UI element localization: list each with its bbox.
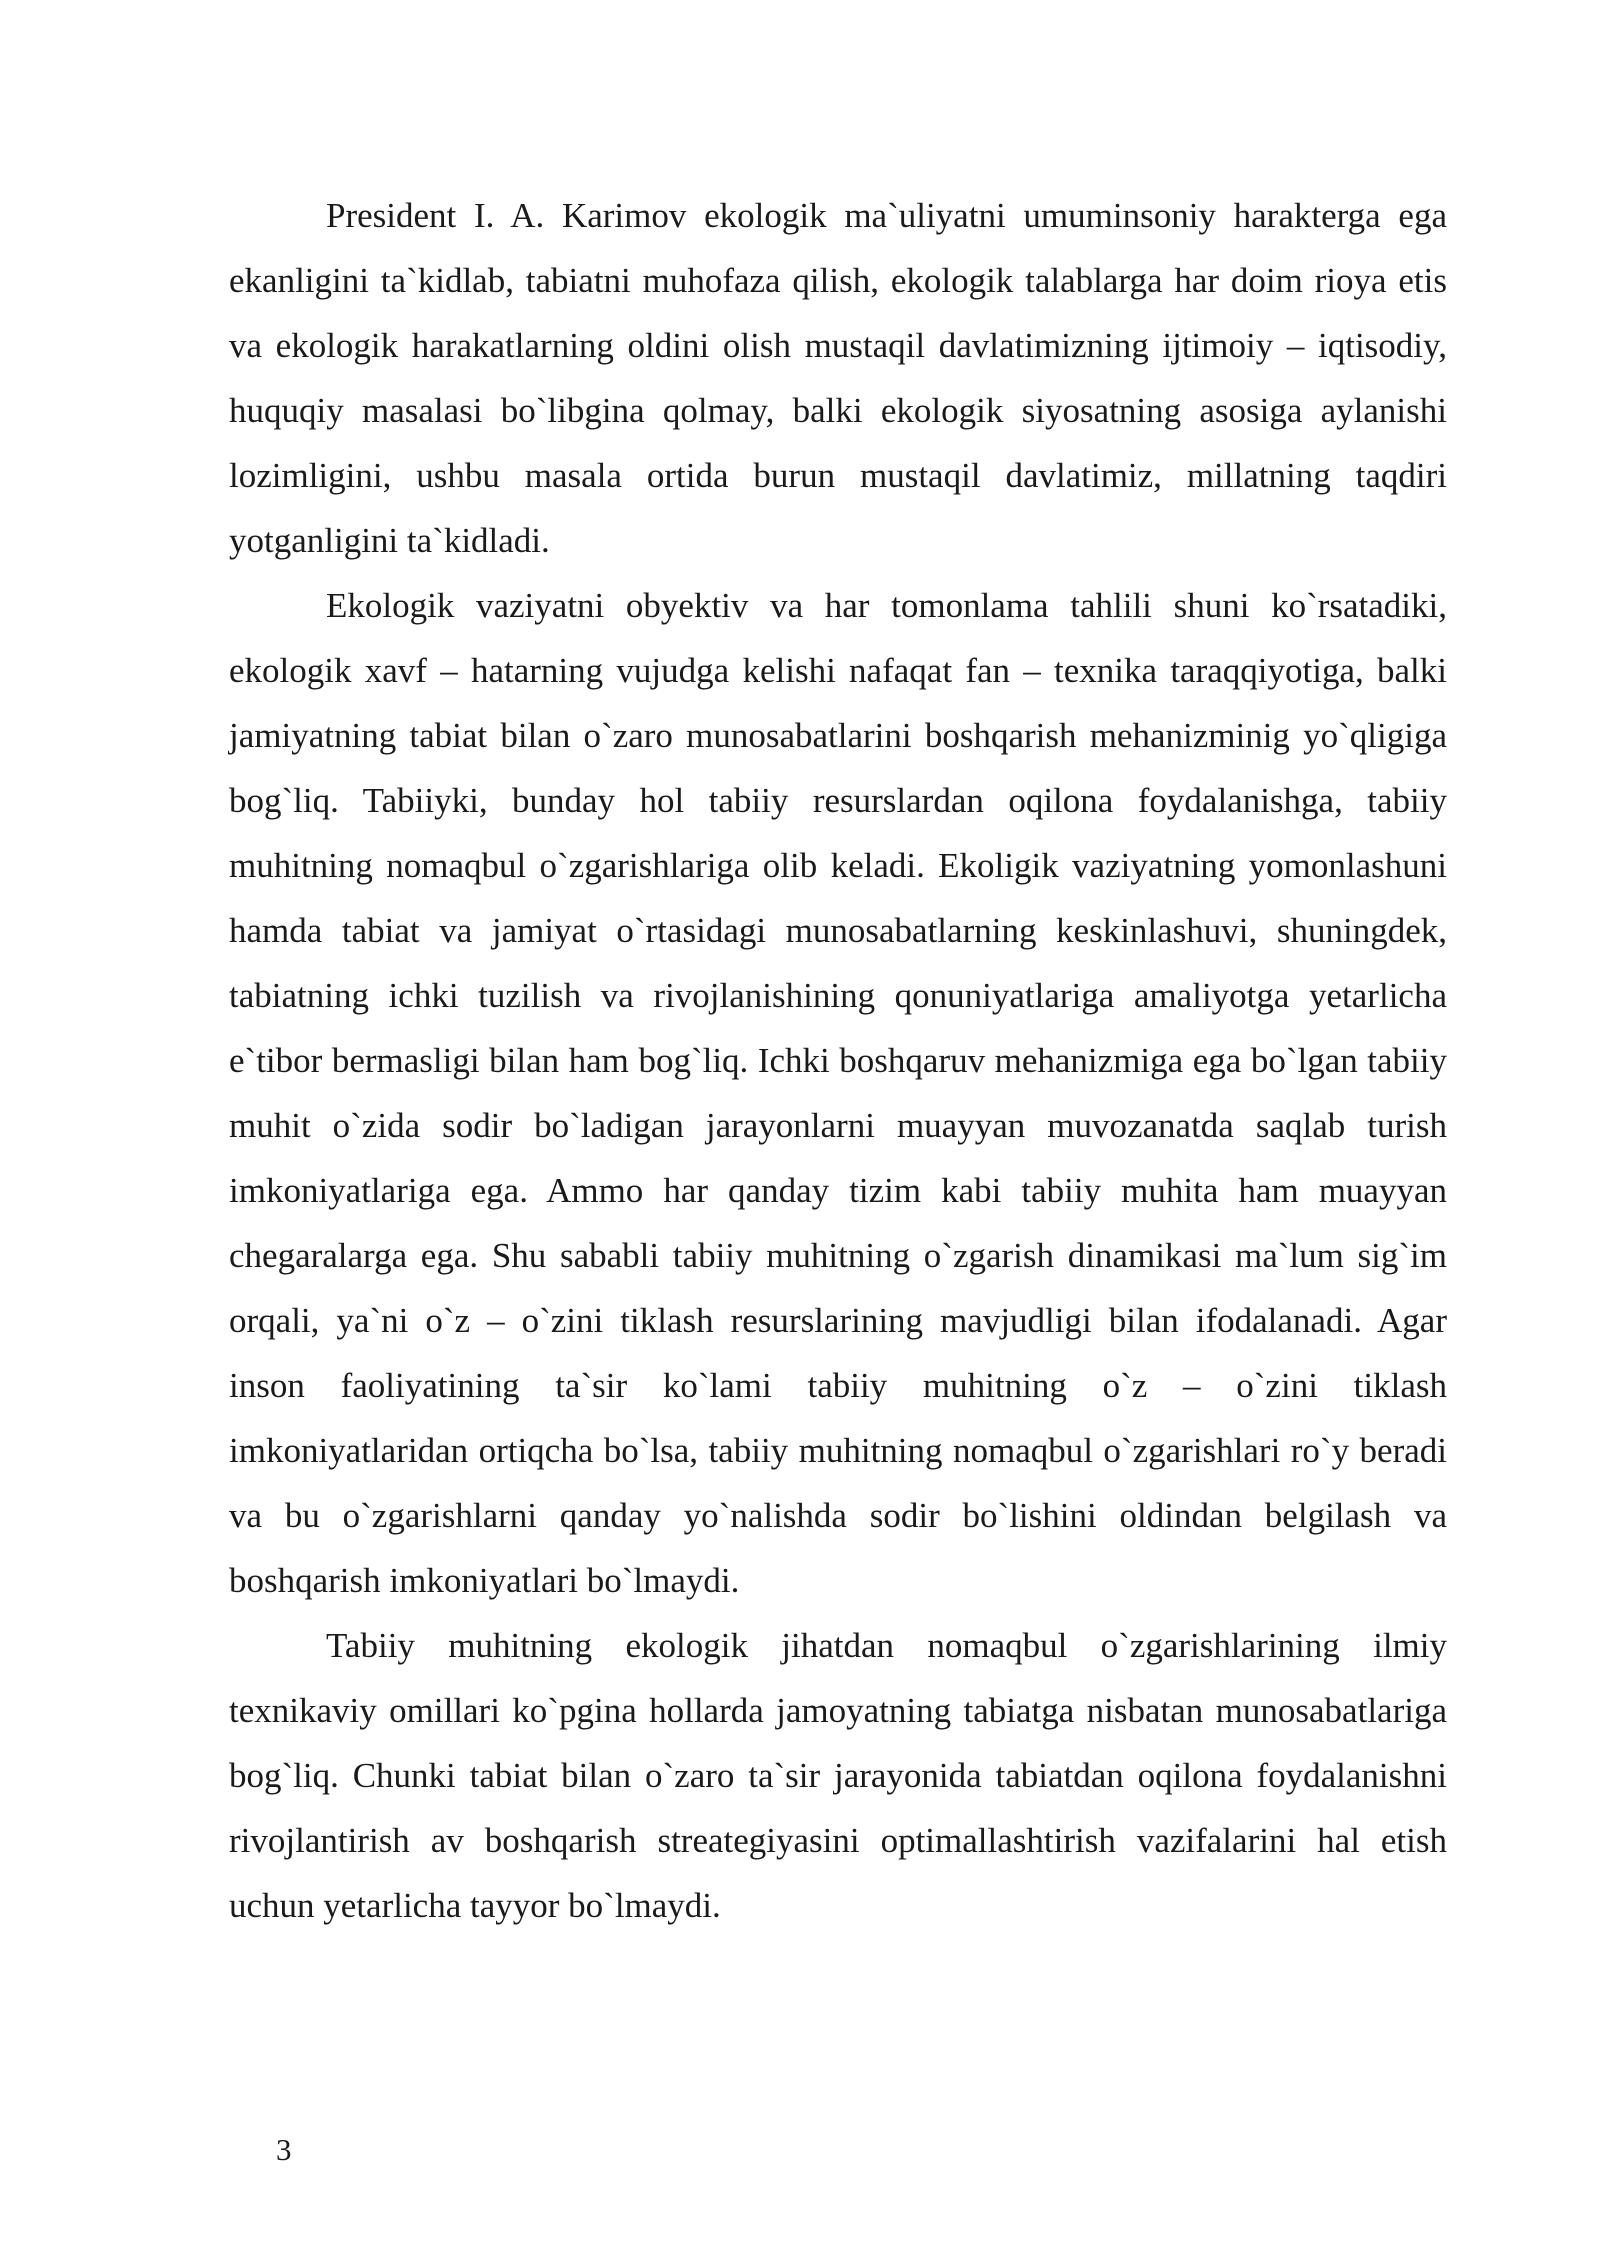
document-page [229,183,1447,1938]
paragraph-3: Tabiiy muhitning ekologik jihatdan nomaqbul o`zgarishlarining ilmiy texnikaviy omillari ko`pgina hollarda jamoyatning tabiatga nisbatan munosabatlariga bog`liq. Chunki tabiat bilan o`zaro ta`sir jarayonida tabiatdan oqilona foydalanishni rivojlantirish av boshqarish streategiyasini optimallashtirish vazifalarini hal etish uchun yetarlicha tayyor bo`lmaydi. [229,1626,1447,1925]
paragraph-1: President I. A. Karimov ekologik ma`uliyatni umuminsoniy harakterga ega ekanligini ta`kidlab, tabiatni muhofaza qilish, ekologik talablarga har doim rioya etis va ekologik harakatlarning oldini olish mustaqil davlatimizning ijtimoiy – iqtisodiy, huquqiy masalasi bo`libgina qolmay, balki ekologik siyosatning asosiga aylanishi lozimligini, ushbu masala ortida burun mustaqil davlatimiz, millatning taqdiri yotganligini ta`kidladi. [229,196,1447,560]
paragraph-2: Ekologik vaziyatni obyektiv va har tomonlama tahlili shuni ko`rsatadiki, ekologik xavf – hatarning vujudga kelishi nafaqat fan – texnika taraqqiyotiga, balki jamiyatning tabiat bilan o`zaro munosabatlarini boshqarish mehanizminig yo`qligiga bog`liq. Tabiiyki, bunday hol tabiiy resurslardan oqilona foydalanishga, tabiiy muhitning nomaqbul o`zgarishlariga olib keladi. Ekoligik vaziyatning yomonlashuni hamda tabiat va jamiyat o`rtasidagi munosabatlarning keskinlashuvi, shuningdek, tabiatning ichki tuzilish va rivojlanishining qonuniyatlariga amaliyotga yetarlicha e`tibor bermasligi bilan ham bog`liq. Ichki boshqaruv mehanizmiga ega bo`lgan tabiiy muhit o`zida sodir bo`ladigan jarayonlarni muayyan muvozanatda saqlab turish imkoniyatlariga ega. Ammo har qanday tizim kabi tabiiy muhita ham muayyan chegaralarga ega. Shu sababli tabiiy muhitning o`zgarish dinamikasi ma`lum sig`im orqali, ya`ni o`z – o`zini tiklash resurslarining mavjudligi bilan ifodalanadi. Agar inson faoliyatining ta`sir ko`lami tabiiy muhitning o`z – o`zini tiklash imkoniyatlaridan ortiqcha bo`lsa, tabiiy muhitning nomaqbul o`zgarishlari ro`y beradi va bu o`zgarishlarni qanday yo`nalishda sodir bo`lishini oldindan belgilash va boshqarish imkoniyatlari bo`lmaydi. [229,586,1447,1600]
page-number: 3 [276,2132,292,2167]
